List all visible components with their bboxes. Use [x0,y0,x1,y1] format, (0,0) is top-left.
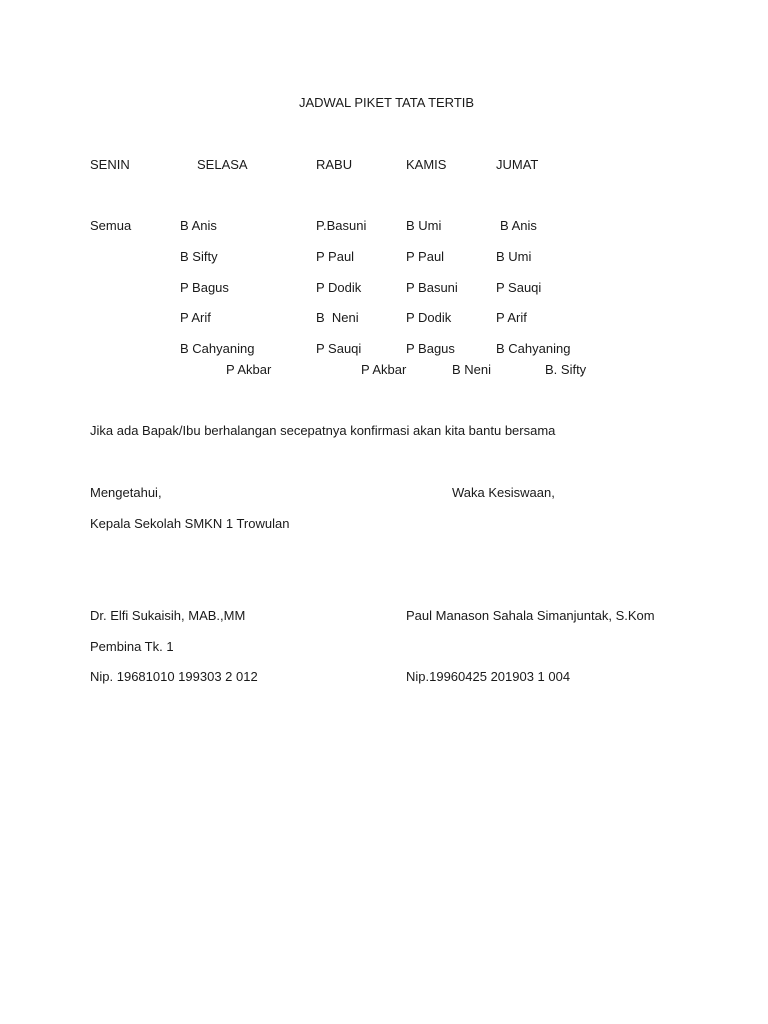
senin-duty: Semua [90,218,132,233]
rabu-duty: P.Basuni [316,218,367,233]
selasa-duty: B Cahyaning [180,341,255,356]
jumat-duty: P Sauqi [496,280,542,295]
kamis-duty: P Basuni [406,280,458,295]
jumat-duty: B Cahyaning [496,341,571,356]
right-position: Waka Kesiswaan, [452,485,555,500]
kamis-duty: P Bagus [406,341,455,356]
right-signer-name: Paul Manason Sahala Simanjuntak, S.Kom [406,608,655,623]
selasa-duty: B Anis [180,218,217,233]
kamis-duty: P Dodik [406,310,452,325]
right-signer-nip: Nip.19960425 201903 1 004 [406,669,571,684]
kamis-duty: P Paul [406,249,445,264]
day-header-rabu: RABU [316,157,353,172]
confirmation-note: Jika ada Bapak/Ibu berhalangan secepatnya konfirmasi akan kita bantu bersama [90,423,556,438]
left-signer-name: Dr. Elfi Sukaisih, MAB.,MM [90,608,246,623]
jumat-duty: B. Sifty [545,362,587,377]
rabu-duty: B Neni [316,310,359,325]
day-header-jumat: JUMAT [496,157,539,172]
jumat-duty: P Arif [496,310,527,325]
day-header-senin: SENIN [90,157,130,172]
selasa-duty: B Sifty [180,249,218,264]
left-signer-nip: Nip. 19681010 199303 2 012 [90,669,258,684]
left-greeting: Mengetahui, [90,485,162,500]
selasa-duty: P Akbar [226,362,272,377]
left-position: Kepala Sekolah SMKN 1 Trowulan [90,516,290,531]
rabu-duty: P Sauqi [316,341,362,356]
rabu-duty: P Akbar [361,362,407,377]
rabu-duty: P Dodik [316,280,362,295]
kamis-duty: B Neni [452,362,492,377]
rabu-duty: P Paul [316,249,355,264]
jumat-duty: B Umi [496,249,532,264]
selasa-duty: P Bagus [180,280,229,295]
document-title: JADWAL PIKET TATA TERTIB [299,95,475,110]
kamis-duty: B Umi [406,218,442,233]
day-header-kamis: KAMIS [406,157,447,172]
selasa-duty: P Arif [180,310,211,325]
jumat-duty: B Anis [500,218,537,233]
day-header-selasa: SELASA [197,157,248,172]
left-signer-rank: Pembina Tk. 1 [90,639,174,654]
